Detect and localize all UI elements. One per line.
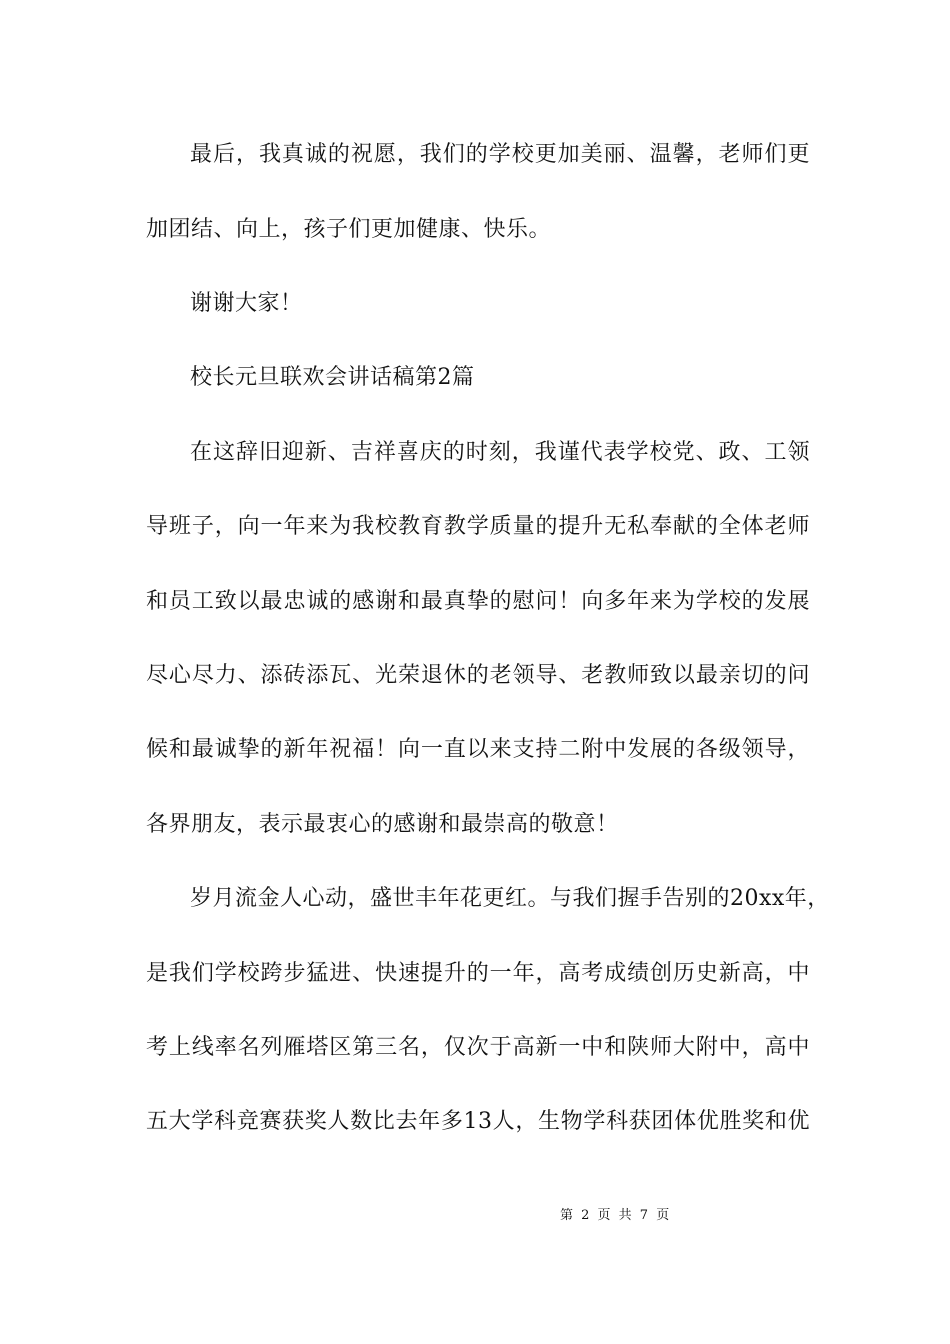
paragraph-line: 五大学科竞赛获奖人数比去年多13人，生物学科获团体优胜奖和优: [146, 1109, 810, 1134]
page-number-footer: 第 2 页 共 7 页: [560, 1208, 672, 1223]
paragraph-line: 考上线率名列雁塔区第三名，仅次于高新一中和陕师大附中，高中: [146, 1035, 810, 1060]
paragraph-line: 和员工致以最忠诚的感谢和最真挚的慰问！向多年来为学校的发展: [146, 589, 810, 614]
paragraph-line: 候和最诚挚的新年祝福！向一直以来支持二附中发展的各级领导，: [146, 737, 810, 762]
paragraph-line: 岁月流金人心动，盛世丰年花更红。与我们握手告别的20xx年，: [190, 886, 830, 911]
paragraph-line: 各界朋友，表示最衷心的感谢和最崇高的敬意！: [146, 812, 619, 837]
paragraph-line: 谢谢大家！: [190, 291, 303, 316]
section-heading: 校长元旦联欢会讲话稿第2篇: [190, 365, 475, 390]
paragraph-line: 在这辞旧迎新、吉祥喜庆的时刻，我谨代表学校党、政、工领: [190, 440, 810, 465]
paragraph-line: 是我们学校跨步猛进、快速提升的一年，高考成绩创历史新高，中: [146, 961, 810, 986]
paragraph-line: 加团结、向上，孩子们更加健康、快乐。: [146, 217, 552, 242]
paragraph-line: 导班子，向一年来为我校教育教学质量的提升无私奉献的全体老师: [146, 514, 810, 539]
paragraph-line: 尽心尽力、添砖添瓦、光荣退休的老领导、老教师致以最亲切的问: [146, 663, 810, 688]
paragraph-line: 最后，我真诚的祝愿，我们的学校更加美丽、温馨，老师们更: [190, 142, 810, 167]
